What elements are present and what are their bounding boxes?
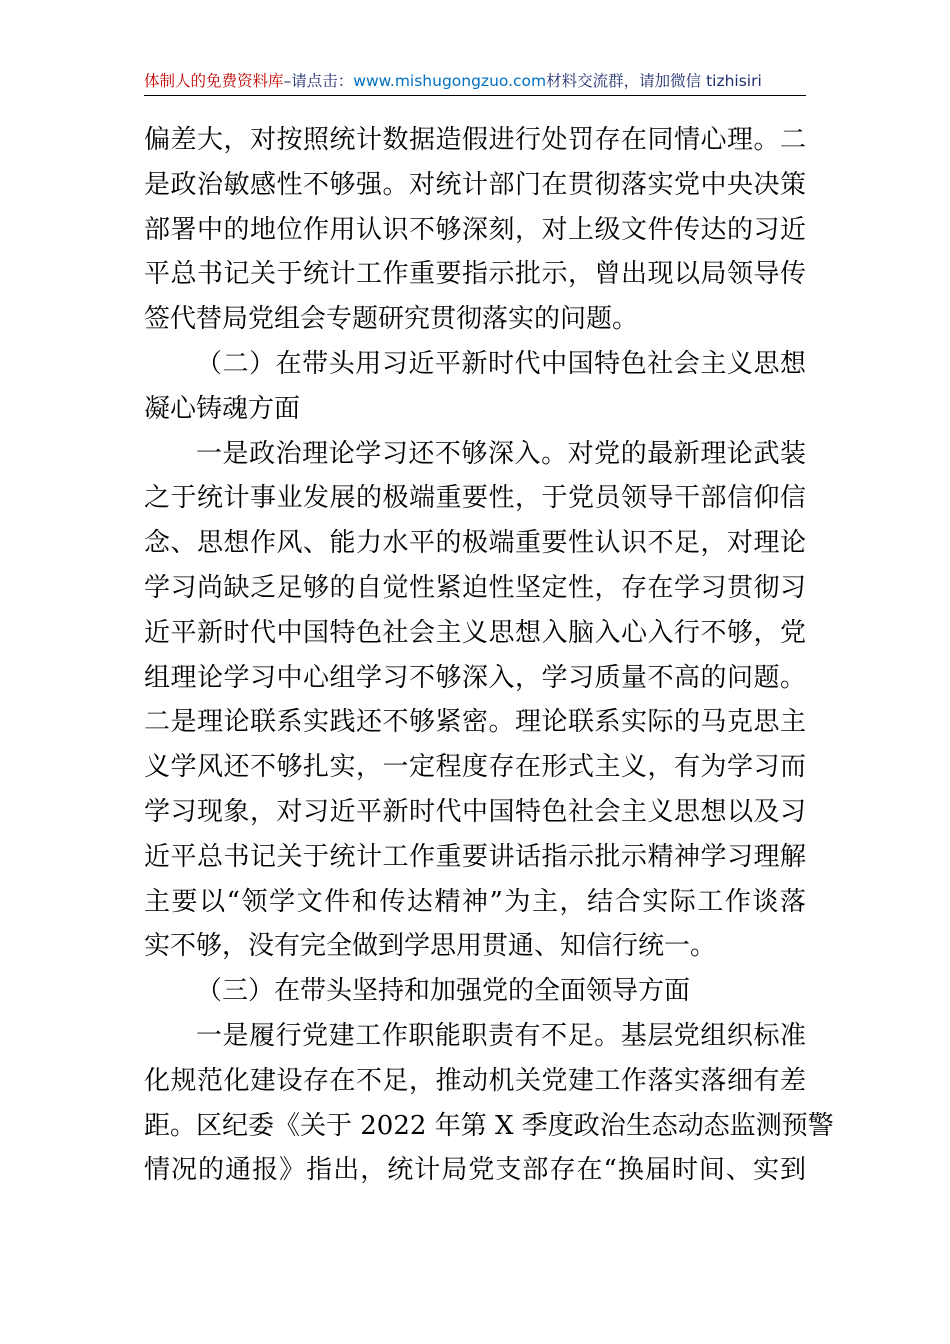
body-line: 之于统计事业发展的极端重要性，于党员领导干部信仰信 <box>144 483 806 514</box>
body-line: 部署中的地位作用认识不够深刻，对上级文件传达的习近 <box>144 214 806 245</box>
body-line: 情况的通报》指出，统计局党支部存在“换届时间、实到 <box>144 1155 806 1186</box>
section-heading-3: （三）在带头坚持和加强党的全面领导方面 <box>196 976 691 1007</box>
body-line: 平总书记关于统计工作重要指示批示，曾出现以局领导传 <box>144 259 806 290</box>
body-line: 主要以“领学文件和传达精神”为主，结合实际工作谈落 <box>144 886 806 917</box>
header-url-link[interactable]: www.mishugongzuo.com <box>353 72 547 90</box>
body-line: 学习尚缺乏足够的自觉性紧迫性坚定性，存在学习贯彻习 <box>144 572 806 603</box>
body-line: 念、思想作风、能力水平的极端重要性认识不足，对理论 <box>144 528 806 559</box>
paragraph-start: 一是履行党建工作职能职责有不足。基层党组织标准 <box>196 1020 806 1051</box>
body-line: 化规范化建设存在不足，推动机关党建工作落实落细有差 <box>144 1065 806 1096</box>
header-site-name: 体制人的免费资料库 <box>144 72 284 90</box>
body-line: 二是理论联系实践还不够紧密。理论联系实际的马克思主 <box>144 707 806 738</box>
section-heading-2: （二）在带头用习近平新时代中国特色社会主义思想 <box>196 348 806 379</box>
page-header <box>144 68 806 94</box>
body-line: 学习现象，对习近平新时代中国特色社会主义思想以及习 <box>144 796 806 827</box>
body-line: 组理论学习中心组学习不够深入，学习质量不高的问题。 <box>144 662 806 693</box>
header-prompt: –请点击： <box>283 72 354 90</box>
body-line: 距。区纪委《关于 2022 年第 X 季度政治生态动态监测预警 <box>144 1110 834 1141</box>
body-line: 签代替局党组会专题研究贯彻落实的问题。 <box>144 304 639 335</box>
header-contact-text: 材料交流群，请加微信 tizhisiri <box>546 72 762 90</box>
body-line: 近平新时代中国特色社会主义思想入脑入心入行不够，党 <box>144 617 806 648</box>
paragraph-start: 一是政治理论学习还不够深入。对党的最新理论武装 <box>196 438 806 469</box>
document-body <box>144 118 834 1193</box>
body-line: 是政治敏感性不够强。对统计部门在贯彻落实党中央决策 <box>144 169 806 200</box>
body-line: 义学风还不够扎实，一定程度存在形式主义，有为学习而 <box>144 752 806 783</box>
section-heading-2-cont: 凝心铸魂方面 <box>144 393 301 424</box>
body-line: 偏差大，对按照统计数据造假进行处罚存在同情心理。二 <box>144 125 806 155</box>
body-line: 实不够，没有完全做到学思用贯通、知信行统一。 <box>144 931 717 962</box>
header-divider <box>144 95 806 96</box>
body-line: 近平总书记关于统计工作重要讲话指示批示精神学习理解 <box>144 841 806 872</box>
